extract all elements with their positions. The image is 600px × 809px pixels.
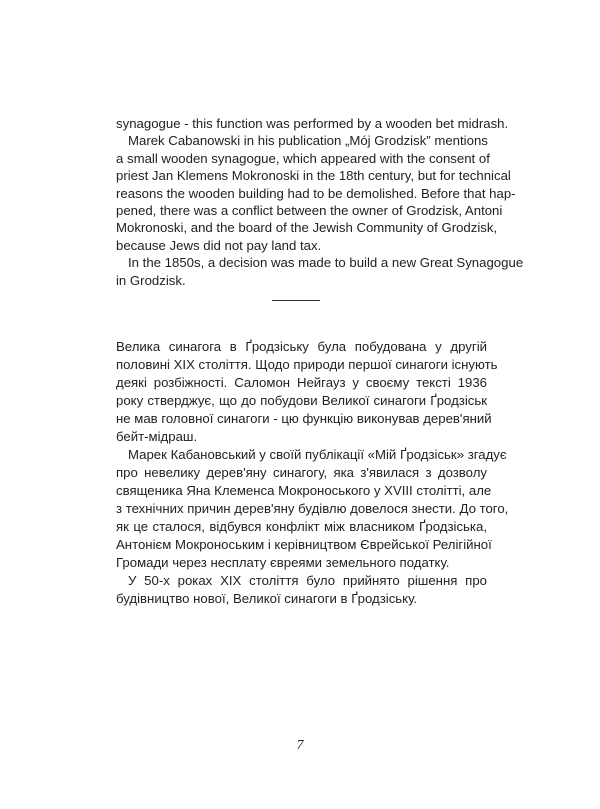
text-line: Антонієм Мокроноським і керівництвом Єврейської Релігійної <box>116 537 492 552</box>
text-line: як це сталося, відбувся конфлікт між власником Ґродзіська, <box>116 519 487 534</box>
text-line: priest Jan Klemens Mokronoski in the 18th century, but for technical <box>116 168 511 184</box>
text-line: reasons the wooden building had to be demolished. Before that hap- <box>116 185 516 201</box>
text-line: because Jews did not pay land tax. <box>116 237 322 253</box>
text-line: a small wooden synagogue, which appeared with the consent of <box>116 150 490 166</box>
text-line: половині XIX століття. Щодо природи першої синагоги існують <box>116 357 498 372</box>
text-line: про невелику дерев'яну синагогу, яка з'явилася з дозволу <box>116 465 487 480</box>
text-line: Марек Кабановський у своїй публікації «Мій Ґродзіськ» згадує <box>128 447 507 462</box>
text-line: synagogue - this function was performed by a wooden bet midrash. <box>116 116 509 131</box>
text-line: Mokronoski, and the board of the Jewish Community of Grodzisk, <box>116 220 498 236</box>
text-line: з технічних причин дерев'яну будівлю довелося знести. До того, <box>116 501 509 516</box>
text-line: In the 1850s, a decision was made to build a new Great Synagogue <box>128 255 524 271</box>
section-divider <box>272 300 320 301</box>
text-line: pened, there was a conflict between the owner of Grodzisk, Antoni <box>116 202 503 218</box>
text-line: Marek Cabanowski in his publication „Mój Grodzisk” mentions <box>128 133 488 149</box>
text-line: У 50-х роках XIX століття було прийнято рішення про <box>128 573 487 588</box>
text-line: року стверджує, що до побудови Великої синагоги Ґродзіськ <box>116 393 487 408</box>
ukrainian-text-block <box>116 338 509 608</box>
text-line: будівництво нової, Великої синагоги в Ґродзіську. <box>116 591 418 606</box>
page-number: 7 <box>296 738 304 753</box>
text-line: не мав головної синагоги - цю функцію виконував дерев'яний <box>116 411 492 426</box>
text-line: бейт-мідраш. <box>116 429 198 444</box>
text-line: in Grodzisk. <box>116 272 186 288</box>
text-line: Велика синагога в Ґродзіську була побудована у другій <box>116 339 487 354</box>
text-line: священика Яна Клеменса Мокроноського у XVIII столітті, але <box>116 483 492 498</box>
english-text-block <box>116 115 524 289</box>
text-line: Громади через несплату євреями земельного податку. <box>116 555 450 570</box>
text-line: деякі розбіжності. Саломон Нейгауз у своєму тексті 1936 <box>116 375 487 390</box>
